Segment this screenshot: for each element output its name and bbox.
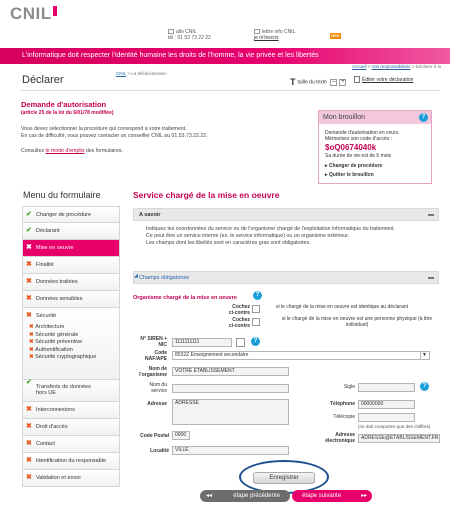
quit-draft-link[interactable] (325, 172, 374, 178)
logo-accent (53, 6, 57, 16)
help-icon[interactable]: ? (251, 337, 260, 346)
check2-label-a: Cochez (232, 317, 250, 323)
text-smaller-button[interactable]: – (332, 79, 336, 86)
save-button[interactable]: Enregistrer (253, 472, 315, 484)
previous-step-button[interactable] (200, 490, 290, 502)
menu-subitem[interactable] (29, 347, 96, 355)
fax-note: (ne doit comporter que des chiffres) (358, 424, 431, 429)
service-name-input[interactable] (172, 384, 289, 393)
menu-item[interactable] (22, 380, 120, 402)
info-panel-header[interactable] (133, 208, 439, 221)
menu-item[interactable] (22, 436, 120, 453)
menu-item[interactable] (22, 470, 120, 487)
menu-item-label: Données traitées (36, 279, 78, 285)
menu-subitem-label: Sécurité cryptographique (35, 354, 97, 360)
naf-label (134, 350, 167, 362)
check1-label (224, 304, 250, 316)
menu-title: Menu du formulaire (23, 190, 101, 200)
next-arrow-icon: ▸▸ (360, 493, 367, 499)
menu-item-label: Identification du responsable (36, 458, 107, 464)
text-size-icon: T (290, 77, 296, 87)
menu-item[interactable] (22, 453, 120, 470)
breadcrumb-home[interactable]: Accueil (352, 64, 367, 69)
menu-subitem[interactable] (29, 324, 96, 332)
cross-icon: ✖ (29, 354, 36, 360)
fax-input[interactable] (358, 413, 415, 422)
cnil-logo[interactable]: CNIL (10, 4, 52, 23)
text-bigger-button[interactable]: + (341, 79, 345, 86)
cross-icon: ✖ (29, 324, 36, 330)
chevron-down-icon: ▼ (420, 352, 428, 359)
cross-icon: ✖ (26, 440, 32, 447)
menu-item[interactable] (22, 291, 120, 308)
postal-code-input[interactable]: 0000 (172, 431, 190, 440)
required-fields-label: Champs obligatoires (139, 275, 190, 281)
menu-subitem-label: Sécurité générale (35, 331, 79, 338)
draft-line1: Demande d'autorisation en cours. (325, 130, 400, 136)
info-line3: Les champs dont les libellés sont en caractères gras sont obligatoires. (146, 240, 311, 246)
menu-item[interactable] (22, 223, 120, 240)
previous-step-label: étape précédente (233, 493, 280, 499)
letter-title: lettre info CNIL (262, 29, 296, 35)
page-title: Déclarer (22, 74, 64, 86)
email-label-a: Adresse (335, 432, 355, 438)
breadcrumb-resp[interactable]: Vos responsabilités (371, 64, 411, 69)
menu-item[interactable] (22, 419, 120, 436)
check2-text: si le chargé de la mise en oeuvre est une personne physique (à titre individuel) (281, 316, 433, 328)
breadcrumb-end: > Déclarer à la (410, 64, 442, 69)
menu-item-label: Données sensibles (36, 296, 83, 302)
request-title: Demande d'autorisation (21, 100, 107, 109)
sub-crumb-cnil[interactable]: CNIL (116, 71, 127, 76)
info-line1: Indiquez les coordonnées du service ou de l'organisme chargé de l'exploitation informatique du traitement. (146, 226, 396, 232)
form-menu (22, 206, 120, 487)
menu-item-label: Mise en oeuvre (36, 245, 74, 251)
menu-subitem-label: Sécurité préventive (35, 339, 83, 345)
info-text (146, 226, 426, 247)
siren-label (134, 336, 167, 348)
intro-text (21, 126, 291, 140)
cross-icon: ✖ (26, 312, 32, 319)
phone-input[interactable]: 00000000 (358, 400, 415, 409)
required-fields-header[interactable] (133, 271, 439, 284)
phone-icon (168, 29, 174, 34)
menu-subitem[interactable] (29, 354, 96, 362)
mail-icon (254, 29, 260, 34)
cross-icon: ✖ (26, 278, 32, 285)
rss-icon[interactable]: RSS (331, 33, 340, 38)
service-name-label (134, 382, 167, 394)
sub-crumb-rest: > La télédéclaration (126, 71, 167, 76)
collapse-icon[interactable] (428, 214, 434, 216)
sigle-input[interactable] (358, 383, 415, 392)
cross-icon: ✖ (29, 339, 36, 345)
service-name-label-b: service (151, 388, 167, 394)
cross-icon: ✖ (29, 331, 36, 338)
email-label-b: électronique (325, 438, 355, 444)
naf-label-a: Code (154, 350, 167, 356)
expand-icon: ◢ (134, 273, 138, 279)
draft-duration: Sa durée de vie est de 6 mois (325, 153, 392, 159)
text-size-control (290, 77, 346, 87)
phone-label: Téléphone (329, 401, 355, 407)
menu-item-label: Transferts de données (36, 384, 91, 390)
cross-icon: ✖ (29, 346, 36, 353)
menu-subitem[interactable] (29, 339, 96, 347)
menu-item[interactable] (22, 240, 120, 257)
draft-title: Mon brouillon (323, 114, 366, 121)
check1-label-b: ci-contre (228, 310, 250, 316)
address-label: Adresse (147, 401, 167, 407)
next-step-label: étape suivante (302, 493, 342, 499)
email-label (300, 432, 355, 444)
menu-item-label: Validation et envoi (36, 475, 81, 481)
consult-line (21, 148, 123, 154)
section-title: Service chargé de la mise en oeuvre (133, 190, 280, 200)
newsletter (254, 29, 295, 41)
cross-icon: ✖ (26, 474, 32, 481)
menu-item-label: Contact (36, 441, 55, 447)
help-icon[interactable]: ? (420, 382, 429, 391)
siren-label-a: N° SIREN + (140, 336, 167, 342)
next-step-button[interactable] (292, 490, 372, 502)
menu-item-label: Changer de procédure (36, 212, 92, 218)
menu-item-label: Finalité (36, 262, 54, 268)
menu-item-label: Interconnexions (36, 407, 75, 413)
cross-icon: ✖ (26, 295, 32, 302)
menu-item-label: Droit d'accès (36, 424, 68, 430)
quit-draft-label: Quitter le brouillon (328, 172, 374, 178)
sigle-label: Sigle (343, 384, 355, 390)
info-panel-title: A savoir (139, 212, 161, 218)
natural-person-checkbox[interactable] (252, 318, 260, 326)
intro-line2: En cas de difficulté, vous pouvez contacter un conseiller CNIL au 01.53.73.22.22. (21, 133, 208, 139)
siren-input[interactable]: 1111111111 (172, 338, 232, 347)
menu-item[interactable] (22, 402, 120, 419)
sub-breadcrumb (116, 71, 167, 76)
cross-icon: ✖ (26, 423, 32, 430)
newsletter-link[interactable]: je m'inscris (254, 35, 279, 41)
menu-subitem[interactable] (29, 332, 96, 340)
naf-select[interactable] (172, 351, 430, 360)
menu-subitem-label: Authentification (35, 346, 73, 353)
bullet-icon: ▸ (325, 172, 329, 178)
check1-label-a: Cochez (232, 304, 250, 310)
service-name-label-a: Nom du (149, 382, 167, 388)
intro-line1: Vous devez sélectionner la procédure qui correspond à votre traitement. (21, 126, 187, 132)
help-icon[interactable]: ? (419, 113, 428, 122)
org-name-label (134, 366, 167, 378)
bullet-icon: ▸ (325, 163, 329, 169)
menu-item[interactable] (22, 274, 120, 291)
check2-label (224, 317, 250, 329)
menu-subitem-label: Architecture (35, 324, 65, 330)
top-header (0, 0, 450, 48)
text-size-label: taille du texte (297, 79, 327, 86)
draft-code: $oQ0674040k (325, 143, 377, 152)
naf-label-b: NAF/APE (145, 356, 167, 362)
collapse-icon[interactable] (428, 277, 434, 279)
menu-item-label: hors UE (36, 390, 56, 396)
same-as-declarant-checkbox[interactable] (252, 305, 260, 313)
menu-item[interactable] (22, 206, 120, 223)
postal-code-label: Code Postal (140, 433, 169, 439)
organisme-label: Organisme chargé de la mise en oeuvre (133, 295, 237, 301)
menu-item-securite[interactable] (22, 308, 120, 380)
cross-icon: ✖ (26, 244, 32, 251)
cross-icon: ✖ (26, 457, 32, 464)
info-line2: Ce peut être un service interne (ex. le service informatique) ou un organisme extérieur. (146, 233, 350, 239)
print-icon (354, 76, 360, 83)
cross-icon: ✖ (26, 261, 32, 268)
change-procedure-link[interactable] (325, 163, 382, 169)
securite-subitems (29, 324, 96, 362)
allo-cnil (168, 29, 211, 41)
consult-pre: Consultez (21, 148, 46, 154)
prev-arrow-icon: ◂◂ (206, 493, 213, 499)
request-article: (article 25 de la loi du 6/01/78 modifiée) (21, 110, 114, 116)
org-name-label-a: Nom de (148, 366, 167, 372)
check1-text: si le chargé de la mise en oeuvre est identique au déclarant (276, 304, 409, 310)
draft-box (318, 110, 432, 184)
org-name-label-b: l'organisme (139, 372, 167, 378)
fax-label: Télécopie (333, 414, 355, 420)
edit-declaration-link[interactable]: Éditer votre déclaration (362, 77, 414, 83)
menu-item-label: Sécurité (36, 313, 57, 319)
cross-icon: ✖ (26, 406, 32, 413)
draft-line2: Mémorisez son code d'accès : (325, 136, 393, 142)
address-input[interactable]: ADRESSE (172, 399, 289, 425)
siren-label-b: NIC (158, 342, 167, 348)
breadcrumb-sep: > (366, 64, 372, 69)
change-procedure-label: Changer de procédure (328, 163, 383, 169)
check-icon: ✔ (26, 211, 32, 218)
help-icon[interactable]: ? (253, 291, 262, 300)
city-label: Localité (150, 448, 169, 454)
check-icon: ✔ (26, 227, 32, 234)
draft-info (325, 130, 400, 142)
menu-item[interactable] (22, 257, 120, 274)
user-guide-link[interactable]: le mode d'emploi (45, 148, 85, 154)
phone-title: allo CNIL (176, 29, 197, 35)
consult-post: des formulaires. (84, 148, 123, 154)
org-name-input[interactable]: VOTRE ETABLISSEMENT (172, 367, 289, 376)
check2-label-b: ci-contre (228, 323, 250, 329)
check-icon: ✔ (26, 379, 32, 386)
menu-item-label: Déclarant (36, 228, 60, 234)
banner: L'informatique doit respecter l'identité humaine les droits de l'homme, la vie privée et les libertés (0, 48, 450, 64)
naf-selected-value: 8532Z Enseignement secondaire (175, 352, 249, 358)
phone-number: tél : 01 53 73 22 22 (168, 35, 211, 41)
siren-extra-field[interactable] (236, 338, 245, 347)
email-input[interactable]: ADRESSE@ETABLISSEMENT.FR (358, 434, 440, 443)
city-input[interactable]: VILLE (172, 446, 289, 455)
